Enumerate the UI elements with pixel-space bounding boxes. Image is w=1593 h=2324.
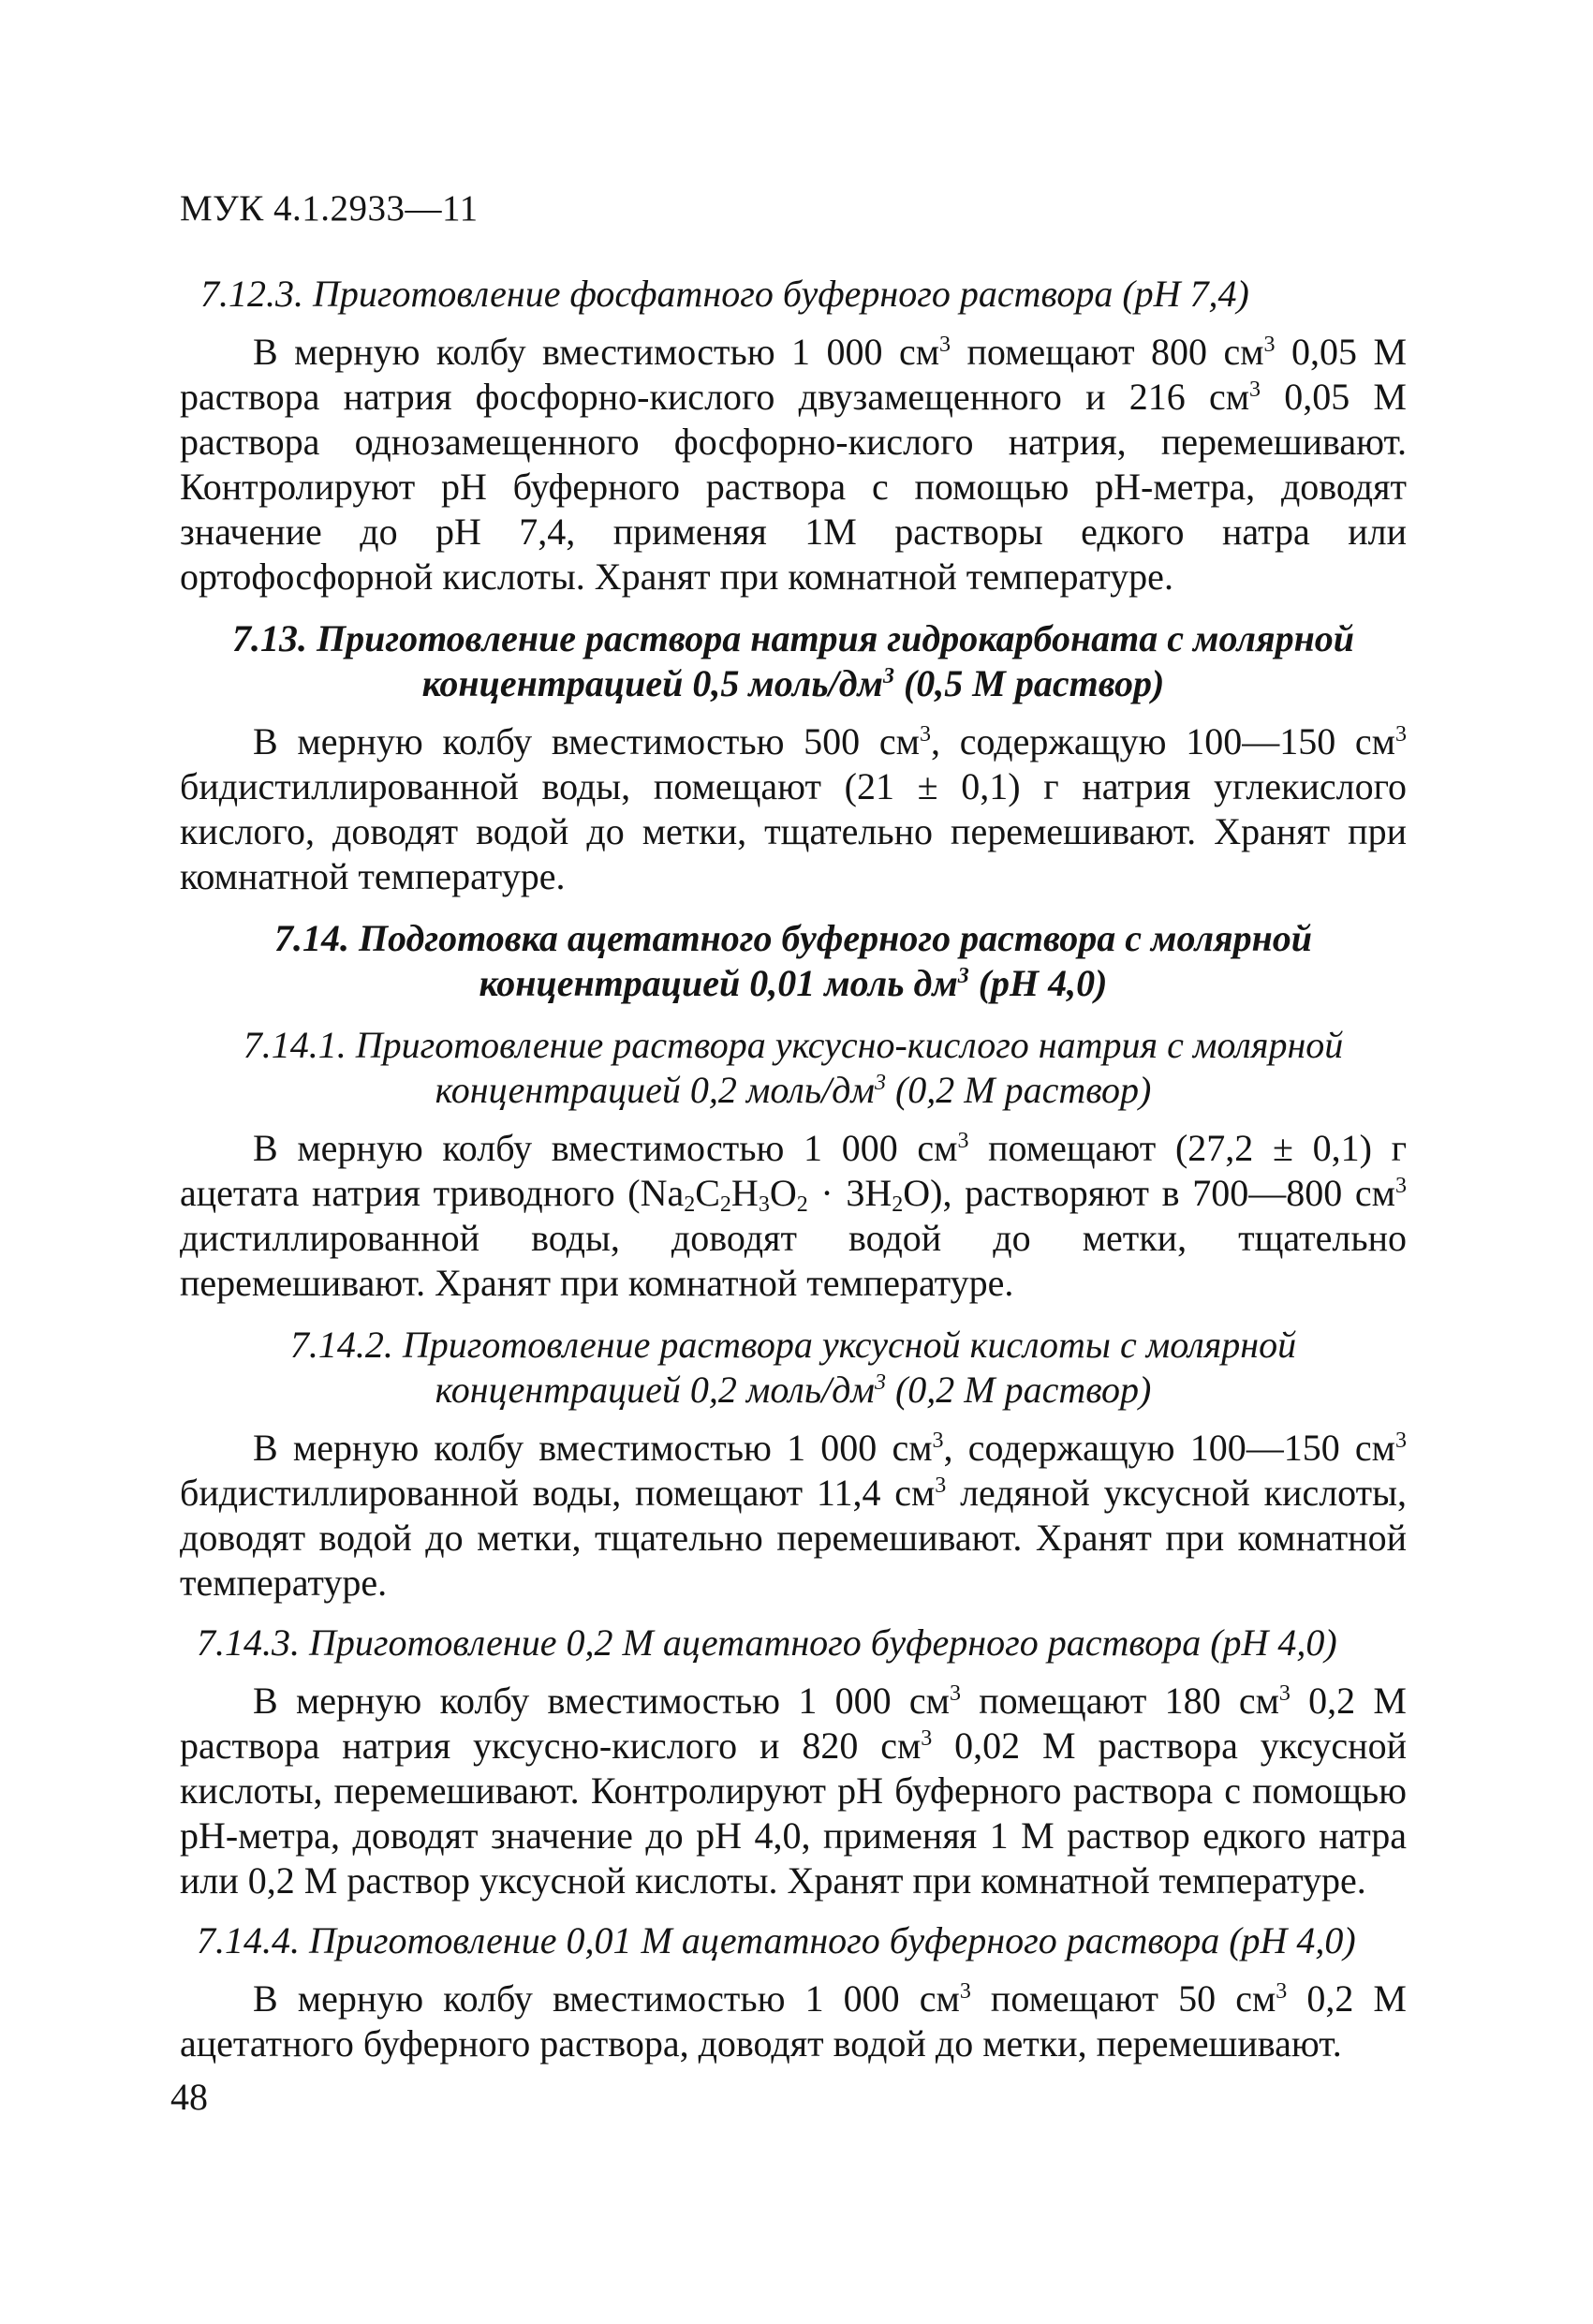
heading-7-12-3: 7.12.3. Приготовление фосфатного буферного раствора (рН 7,4) xyxy=(200,273,1249,315)
paragraph-7-13: В мерную колбу вместимостью 500 $см^3$, содержащую 100—150 $см^3$ бидистиллированной воды, помещают (21 ± 0,1) г натрия углекислого кислого, доводят водой до метки, тщательно перемешивают. Хранят при комнатной температуре. xyxy=(180,720,1407,897)
page-number: 48 xyxy=(170,2076,208,2118)
heading-7-14-2: 7.14.2. Приготовление раствора уксусной кислоты с молярной концентрацией 0,2 моль/$дм^3$ (0,2 М раствор) xyxy=(289,1324,1297,1411)
heading-7-14: 7.14. Подготовка ацетатного буферного раствора с молярной концентрацией 0,01 моль $дм^3$ (рН 4,0) xyxy=(273,917,1313,1004)
document-code-header: МУК 4.1.2933—11 xyxy=(180,188,479,229)
heading-7-13: 7.13. Приготовление раствора натрия гидрокарбоната с молярной концентрацией 0,5 моль/$дм^3$ (0,5 М раствор) xyxy=(231,617,1355,704)
paragraph-7-14-2: В мерную колбу вместимостью 1 000 $см^3$, содержащую 100—150 $см^3$ бидистиллированной воды, помещают 11,4 $см^3$ ледяной уксусной кислоты, доводят водой до метки, тщательно перемешивают. Хранят при комнатной температуре. xyxy=(180,1427,1407,1604)
paragraph-7-14-4: В мерную колбу вместимостью 1 000 $см^3$ помещают 50 $см^3$ 0,2 М ацетатного буферного раствора, доводят водой до метки, перемешивают. xyxy=(180,1977,1407,2065)
page-content xyxy=(180,272,1407,2078)
paragraph-7-12-3: В мерную колбу вместимостью 1 000 $см^3$ помещают 800 $см^3$ 0,05 М раствора натрия фосфорно-кислого двузамещенного и 216 $см^3$ 0,05 М раствора однозамещенного фосфорно-кислого натрия, перемешивают. Контролируют рН буферного раствора с помощью рН-метра, доводят значение до рН 7,4, применяя 1М растворы едкого натра или ортофосфорной кислоты. Хранят при комнатной температуре. xyxy=(180,331,1408,598)
paragraph-7-14-3: В мерную колбу вместимостью 1 000 $см^3$ помещают 180 $см^3$ 0,2 М раствора натрия уксусно-кислого и 820 $см^3$ 0,02 М раствора уксусной кислоты, перемешивают. Контролируют рН буферного раствора с помощью рН-метра, доводят значение до рН 4,0, применяя 1 М раствор едкого натра или 0,2 М раствор уксусной кислоты. Хранят при комнатной температуре. xyxy=(180,1680,1408,1902)
heading-7-14-3: 7.14.3. Приготовление 0,2 М ацетатного буферного раствора (рН 4,0) xyxy=(197,1621,1337,1664)
heading-7-14-1: 7.14.1. Приготовление раствора уксусно-кислого натрия с молярной концентрацией 0,2 моль/$дм^3$ (0,2 М раствор) xyxy=(243,1024,1344,1111)
heading-7-14-4: 7.14.4. Приготовление 0,01 М ацетатного буферного раствора (рН 4,0) xyxy=(197,1919,1356,1961)
paragraph-7-14-1: В мерную колбу вместимостью 1 000 $см^3$ помещают (27,2 ± 0,1) г ацетата натрия триводного $(Na_2C_2H_3O_2 \cdot 3H_2O)$, растворяют в 700—800 $см^3$ дистиллированной воды, доводят водой до метки, тщательно перемешивают. Хранят при комнатной температуре. xyxy=(180,1127,1408,1304)
